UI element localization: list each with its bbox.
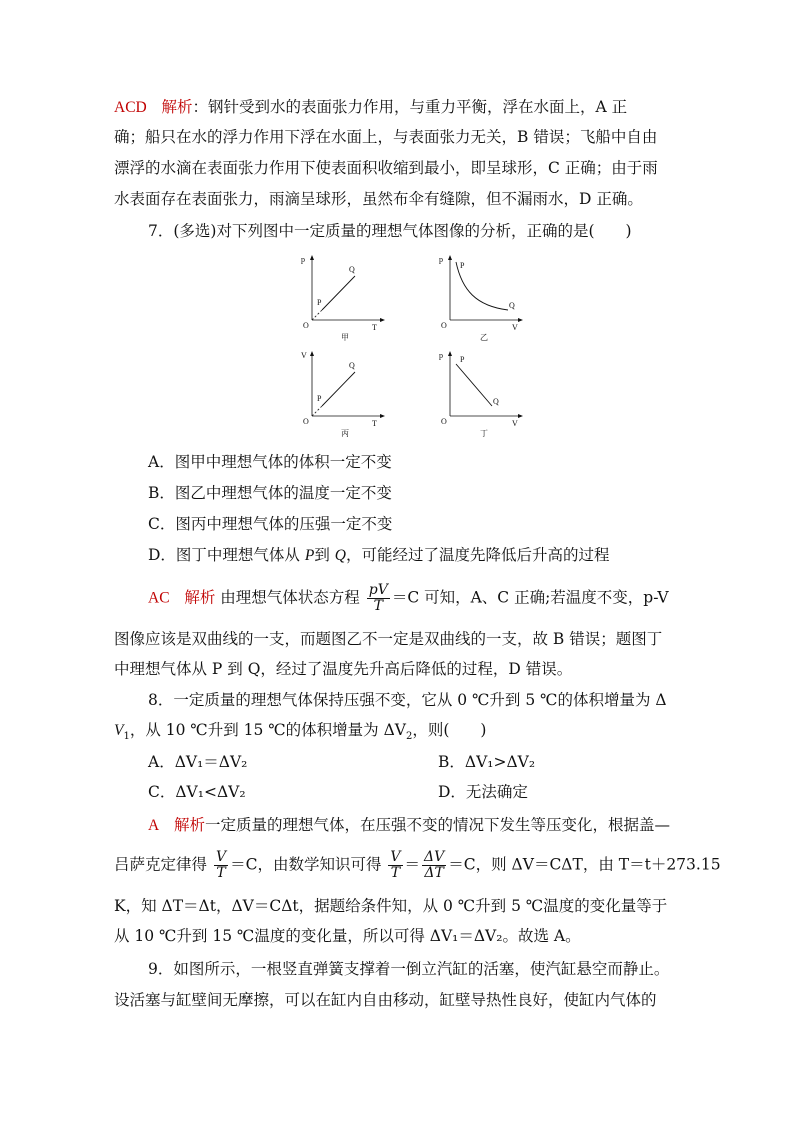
y-axis-label: p <box>439 351 443 360</box>
fraction-denominator: T <box>390 865 401 881</box>
explanation-text: 吕萨克定律得 <box>114 855 208 874</box>
process-line <box>456 364 492 406</box>
graph-jia <box>300 254 390 344</box>
graph-caption: 乙 <box>480 333 488 342</box>
dashed-extension <box>312 406 322 416</box>
explanation-text: ＝C，则 ΔV＝CΔT，由 T＝t＋273.15 <box>448 855 721 874</box>
graph-caption: 甲 <box>341 333 349 342</box>
q7-option-d <box>148 544 610 567</box>
y-axis-arrow <box>310 255 314 260</box>
q8-option-b: B．ΔV₁>ΔV₂ <box>438 753 536 771</box>
point-q-label: Q <box>509 301 515 310</box>
answer-label: A <box>148 817 160 834</box>
q6-explanation-line2: 确；船只在水的浮力作用下浮在水面上，与表面张力无关，B 错误；飞船中自由 <box>114 128 658 146</box>
q8-explanation-line1 <box>148 814 718 837</box>
analysis-tag: 解析 <box>173 816 205 834</box>
option-d-text: 到 <box>314 546 330 564</box>
point-p-label: P <box>317 394 322 403</box>
y-axis-arrow <box>310 351 314 356</box>
graph-yi <box>438 254 528 344</box>
explanation-text: 一定质量的理想气体，在压强不变的情况下发生等压变化，根据盖— <box>205 816 671 834</box>
q7-explanation-line3: 中理想气体从 P 到 Q，经过了温度先升高后降低的过程，D 错误。 <box>114 660 573 678</box>
q8-explanation-line4: 从 10 ℃升到 15 ℃温度的变化量，所以可得 ΔV₁＝ΔV₂。故选 A。 <box>114 927 581 945</box>
graph-caption: 丙 <box>341 429 349 438</box>
analysis-tag: 解析 <box>184 588 216 607</box>
q8-option-a: A．ΔV₁＝ΔV₂ <box>148 753 248 771</box>
x-axis-arrow <box>518 414 523 418</box>
explanation-text: ＝C，由数学知识可得 <box>230 855 382 874</box>
origin-label: O <box>303 321 309 330</box>
dashed-extension <box>312 310 322 320</box>
graph-ding <box>438 350 528 440</box>
x-axis-arrow <box>380 318 385 322</box>
y-axis-label: p <box>439 255 443 264</box>
fraction-denominator: T <box>373 598 383 614</box>
x-axis-arrow <box>380 414 385 418</box>
q8-option-c: C．ΔV₁<ΔV₂ <box>148 783 246 801</box>
explanation-text: ：钢针受到水的表面张力作用，与重力平衡，浮在水面上，A 正 <box>192 98 628 116</box>
q8-explanation-line2: 吕萨克定律得 $\frac{V}{T}$ ＝C，由数学知识可得 $\frac{V}{T}$ ＝ $\frac{\Delta V}{\Delta T}$ ＝C，则 ΔV＝CΔT，由 T＝t＋273.15 <box>114 849 721 881</box>
fraction-dv-over-dt <box>422 850 446 881</box>
fraction-denominator: T <box>216 865 226 881</box>
fraction-v-over-t <box>214 850 228 881</box>
q7-option-c: C．图丙中理想气体的压强一定不变 <box>148 515 393 533</box>
q6-explanation-line3: 漂浮的水滴在表面张力作用下使表面积收缩到最小，即呈球形，C 正确；由于雨 <box>114 159 658 177</box>
q7-option-a: A．图甲中理想气体的体积一定不变 <box>148 453 392 471</box>
y-axis-label: V <box>301 351 307 360</box>
answer-label: AC <box>148 589 170 607</box>
fraction-denominator: ΔT <box>424 865 444 881</box>
variable-v: V <box>114 722 124 739</box>
explanation-text: ＝C 可知，A、C 正确;若温度不变，p-V <box>391 588 669 607</box>
x-axis-label: V <box>512 419 518 428</box>
q7-option-b: B．图乙中理想气体的温度一定不变 <box>148 484 392 502</box>
q8-stem-line2 <box>114 719 684 748</box>
point-p-label: P <box>460 355 465 364</box>
x-axis-label: T <box>372 323 377 332</box>
point-q-label: Q <box>493 397 499 406</box>
explanation-text: 由理想气体状态方程 <box>220 588 360 607</box>
y-axis-arrow <box>448 351 452 356</box>
origin-label: O <box>441 417 447 426</box>
fraction-numerator: V <box>215 849 227 865</box>
x-axis-label: T <box>372 419 377 428</box>
q8-stem-line1: 8．一定质量的理想气体保持压强不变，它从 0 ℃升到 5 ℃的体积增量为 Δ <box>148 691 667 709</box>
y-axis-label: p <box>301 255 305 264</box>
subscript: 1 <box>123 731 130 743</box>
option-d-text: D．图丁中理想气体从 <box>148 546 300 564</box>
fraction-numerator: ΔV <box>424 849 445 865</box>
q8-explanation-line3: K，知 ΔT＝Δt，ΔV＝CΔt，据题给条件知，从 0 ℃升到 5 ℃温度的变化量等于 <box>114 897 668 915</box>
q6-explanation-line4: 水表面存在表面张力，雨滴呈球形，虽然布伞有缝隙，但不漏雨水，D 正确。 <box>114 190 643 208</box>
origin-label: O <box>441 321 447 330</box>
point-q-label: Q <box>349 361 355 370</box>
answer-label: ACD <box>114 99 147 116</box>
fraction-v-over-t-2 <box>388 850 402 881</box>
q6-explanation-line1 <box>114 96 684 119</box>
x-axis-label: V <box>512 323 518 332</box>
subscript: 2 <box>406 731 413 743</box>
option-d-text: ，可能经过了温度先降低后升高的过程 <box>346 546 610 564</box>
x-axis-arrow <box>518 318 523 322</box>
graph-caption: 丁 <box>480 429 488 438</box>
q9-stem-line1: 9．如图所示，一根竖直弹簧支撑着一倒立汽缸的活塞，使汽缸悬空而静止。 <box>148 960 670 978</box>
fraction-numerator: V <box>390 849 401 865</box>
fraction-numerator: pV <box>368 582 388 598</box>
q8-option-d: D．无法确定 <box>438 783 528 801</box>
graph-bing <box>300 350 390 440</box>
q7-stem: 7．(多选)对下列图中一定质量的理想气体图像的分析，正确的是( ) <box>148 222 632 240</box>
stem-text: ，则( ) <box>412 721 487 739</box>
q9-stem-line2: 设活塞与缸壁间无摩擦，可以在缸内自由移动，缸壁导热性良好，使缸内气体的 <box>114 991 657 1009</box>
q7-explanation-line1 <box>148 583 718 614</box>
q7-explanation-line2: 图像应该是双曲线的一支，而题图乙不一定是双曲线的一支，故 B 错误；题图丁 <box>114 630 663 648</box>
point-q: Q <box>334 547 346 564</box>
process-line <box>322 276 355 310</box>
process-line <box>322 372 355 406</box>
y-axis-arrow <box>448 255 452 260</box>
point-p: P <box>304 547 315 564</box>
point-p-label: P <box>460 261 465 270</box>
point-p-label: P <box>317 298 322 307</box>
fraction-pv-over-t <box>367 583 390 614</box>
origin-label: O <box>303 417 309 426</box>
point-q-label: Q <box>349 265 355 274</box>
analysis-tag: 解析 <box>161 98 193 116</box>
stem-text: ，从 10 ℃升到 15 ℃的体积增量为 ΔV <box>129 721 406 739</box>
